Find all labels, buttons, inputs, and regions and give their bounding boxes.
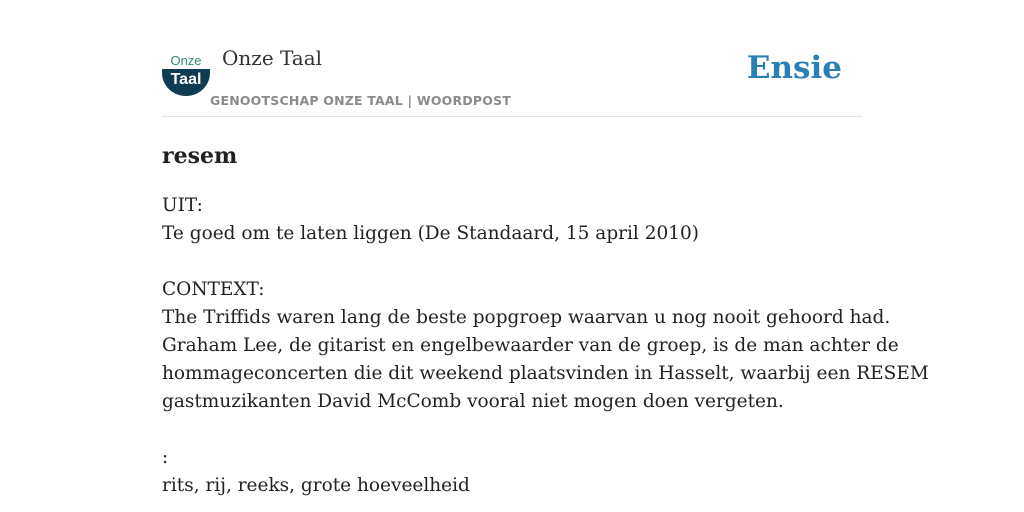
- entry-body: [162, 192, 929, 500]
- context-line: gastmuzikanten David McComb vooral niet mogen doen vergeten.: [162, 391, 784, 412]
- context-line: Graham Lee, de gitarist en engelbewaarder van de groep, is de man achter de: [162, 335, 899, 356]
- source-subtitle: GENOOTSCHAP ONZE TAAL | WOORDPOST: [210, 93, 512, 108]
- uit-label: UIT:: [162, 195, 203, 216]
- definition-label: :: [162, 447, 169, 468]
- definition-text: rits, rij, reeks, grote hoeveelheid: [162, 475, 470, 496]
- entry-header: [162, 42, 862, 117]
- context-line: The Triffids waren lang de beste popgroep waarvan u nog nooit gehoord had.: [162, 307, 891, 328]
- context-label: CONTEXT:: [162, 279, 265, 300]
- spacer: [162, 248, 862, 276]
- entry-card: [162, 42, 929, 500]
- logo-text-bottom: Taal: [170, 71, 202, 88]
- onze-taal-logo: [162, 51, 210, 96]
- ensie-brand[interactable]: Ensie: [746, 50, 842, 86]
- source-name[interactable]: Onze Taal: [222, 46, 323, 70]
- logo-text-top: Onze: [170, 53, 202, 68]
- spacer: [162, 416, 862, 444]
- uit-text: Te goed om te laten liggen (De Standaard, 15 april 2010): [162, 223, 700, 244]
- entry-title: resem: [162, 143, 238, 169]
- context-line: hommageconcerten die dit weekend plaatsvinden in Hasselt, waarbij een RESEM: [162, 363, 929, 384]
